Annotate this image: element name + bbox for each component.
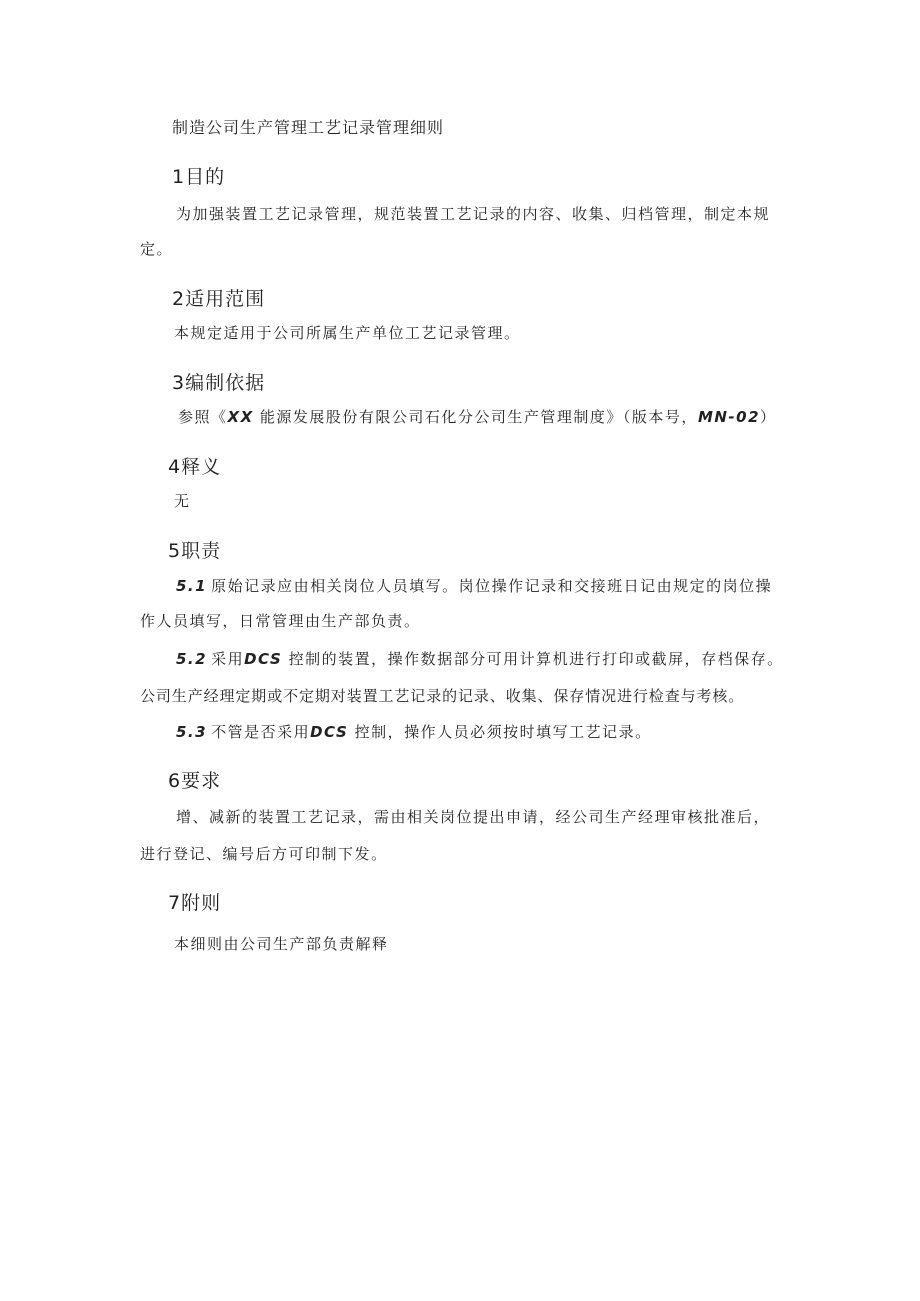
item-5-3-pre: 不管是否采用 bbox=[211, 723, 311, 741]
basis-prefix: 参照《 bbox=[178, 408, 228, 426]
item-5-3-number: 5.3 bbox=[176, 723, 208, 741]
item-5-2-line-2: 公司生产经理定期或不定期对装置工艺记录的记录、收集、保存情况进行检查与考核。 bbox=[140, 687, 745, 705]
item-5-2-line-1 bbox=[176, 648, 784, 669]
item-5-1-line-1 bbox=[176, 575, 772, 596]
section-purpose-line-2: 定。 bbox=[140, 240, 174, 258]
basis-company-code: XX bbox=[227, 408, 254, 426]
section-heading-definitions: 4释义 bbox=[168, 456, 222, 478]
basis-suffix: ） bbox=[760, 408, 777, 426]
basis-version-code: MN-02 bbox=[697, 408, 761, 426]
item-5-2-dcs: DCS bbox=[244, 650, 283, 668]
section-heading-scope: 2适用范围 bbox=[172, 288, 266, 310]
section-purpose-line-1: 为加强装置工艺记录管理，规范装置工艺记录的内容、收集、归档管理，制定本规 bbox=[176, 205, 771, 223]
section-heading-supplementary: 7附则 bbox=[168, 892, 222, 914]
basis-middle: 能源发展股份有限公司石化分公司生产管理制度》（版本号， bbox=[253, 408, 698, 426]
item-5-2-number: 5.2 bbox=[176, 650, 208, 668]
document-title: 制造公司生产管理工艺记录管理细则 bbox=[172, 118, 445, 137]
item-5-1-number: 5.1 bbox=[176, 577, 208, 595]
item-5-2-pre: 采用 bbox=[211, 650, 245, 668]
item-5-2-post: 控制的装置，操作数据部分可用计算机进行打印或截屏，存档保存。 bbox=[282, 650, 784, 668]
item-5-3-post: 控制，操作人员必须按时填写工艺记录。 bbox=[348, 723, 652, 741]
item-5-1-line-2: 作人员填写，日常管理由生产部负责。 bbox=[140, 612, 421, 630]
section-requirements-line-2: 进行登记、编号后方可印制下发。 bbox=[140, 845, 388, 863]
section-supplementary-line-1: 本细则由公司生产部负责解释 bbox=[174, 935, 389, 953]
section-heading-requirements: 6要求 bbox=[168, 770, 222, 792]
section-heading-basis: 3编制依据 bbox=[172, 372, 266, 394]
section-requirements-line-1: 增、减新的装置工艺记录，需由相关岗位提出申请，经公司生产经理审核批准后， bbox=[176, 808, 771, 826]
section-scope-line-1: 本规定适用于公司所属生产单位工艺记录管理。 bbox=[174, 324, 521, 342]
section-heading-responsibilities: 5职责 bbox=[168, 540, 222, 562]
section-definitions-line-1: 无 bbox=[174, 492, 191, 510]
item-5-3-dcs: DCS bbox=[310, 723, 349, 741]
section-basis-line-1 bbox=[178, 406, 777, 427]
item-5-1-text: 原始记录应由相关岗位人员填写。岗位操作记录和交接班日记由规定的岗位操 bbox=[211, 577, 773, 595]
section-heading-purpose: 1目的 bbox=[172, 166, 226, 188]
item-5-3-line-1 bbox=[176, 721, 652, 742]
